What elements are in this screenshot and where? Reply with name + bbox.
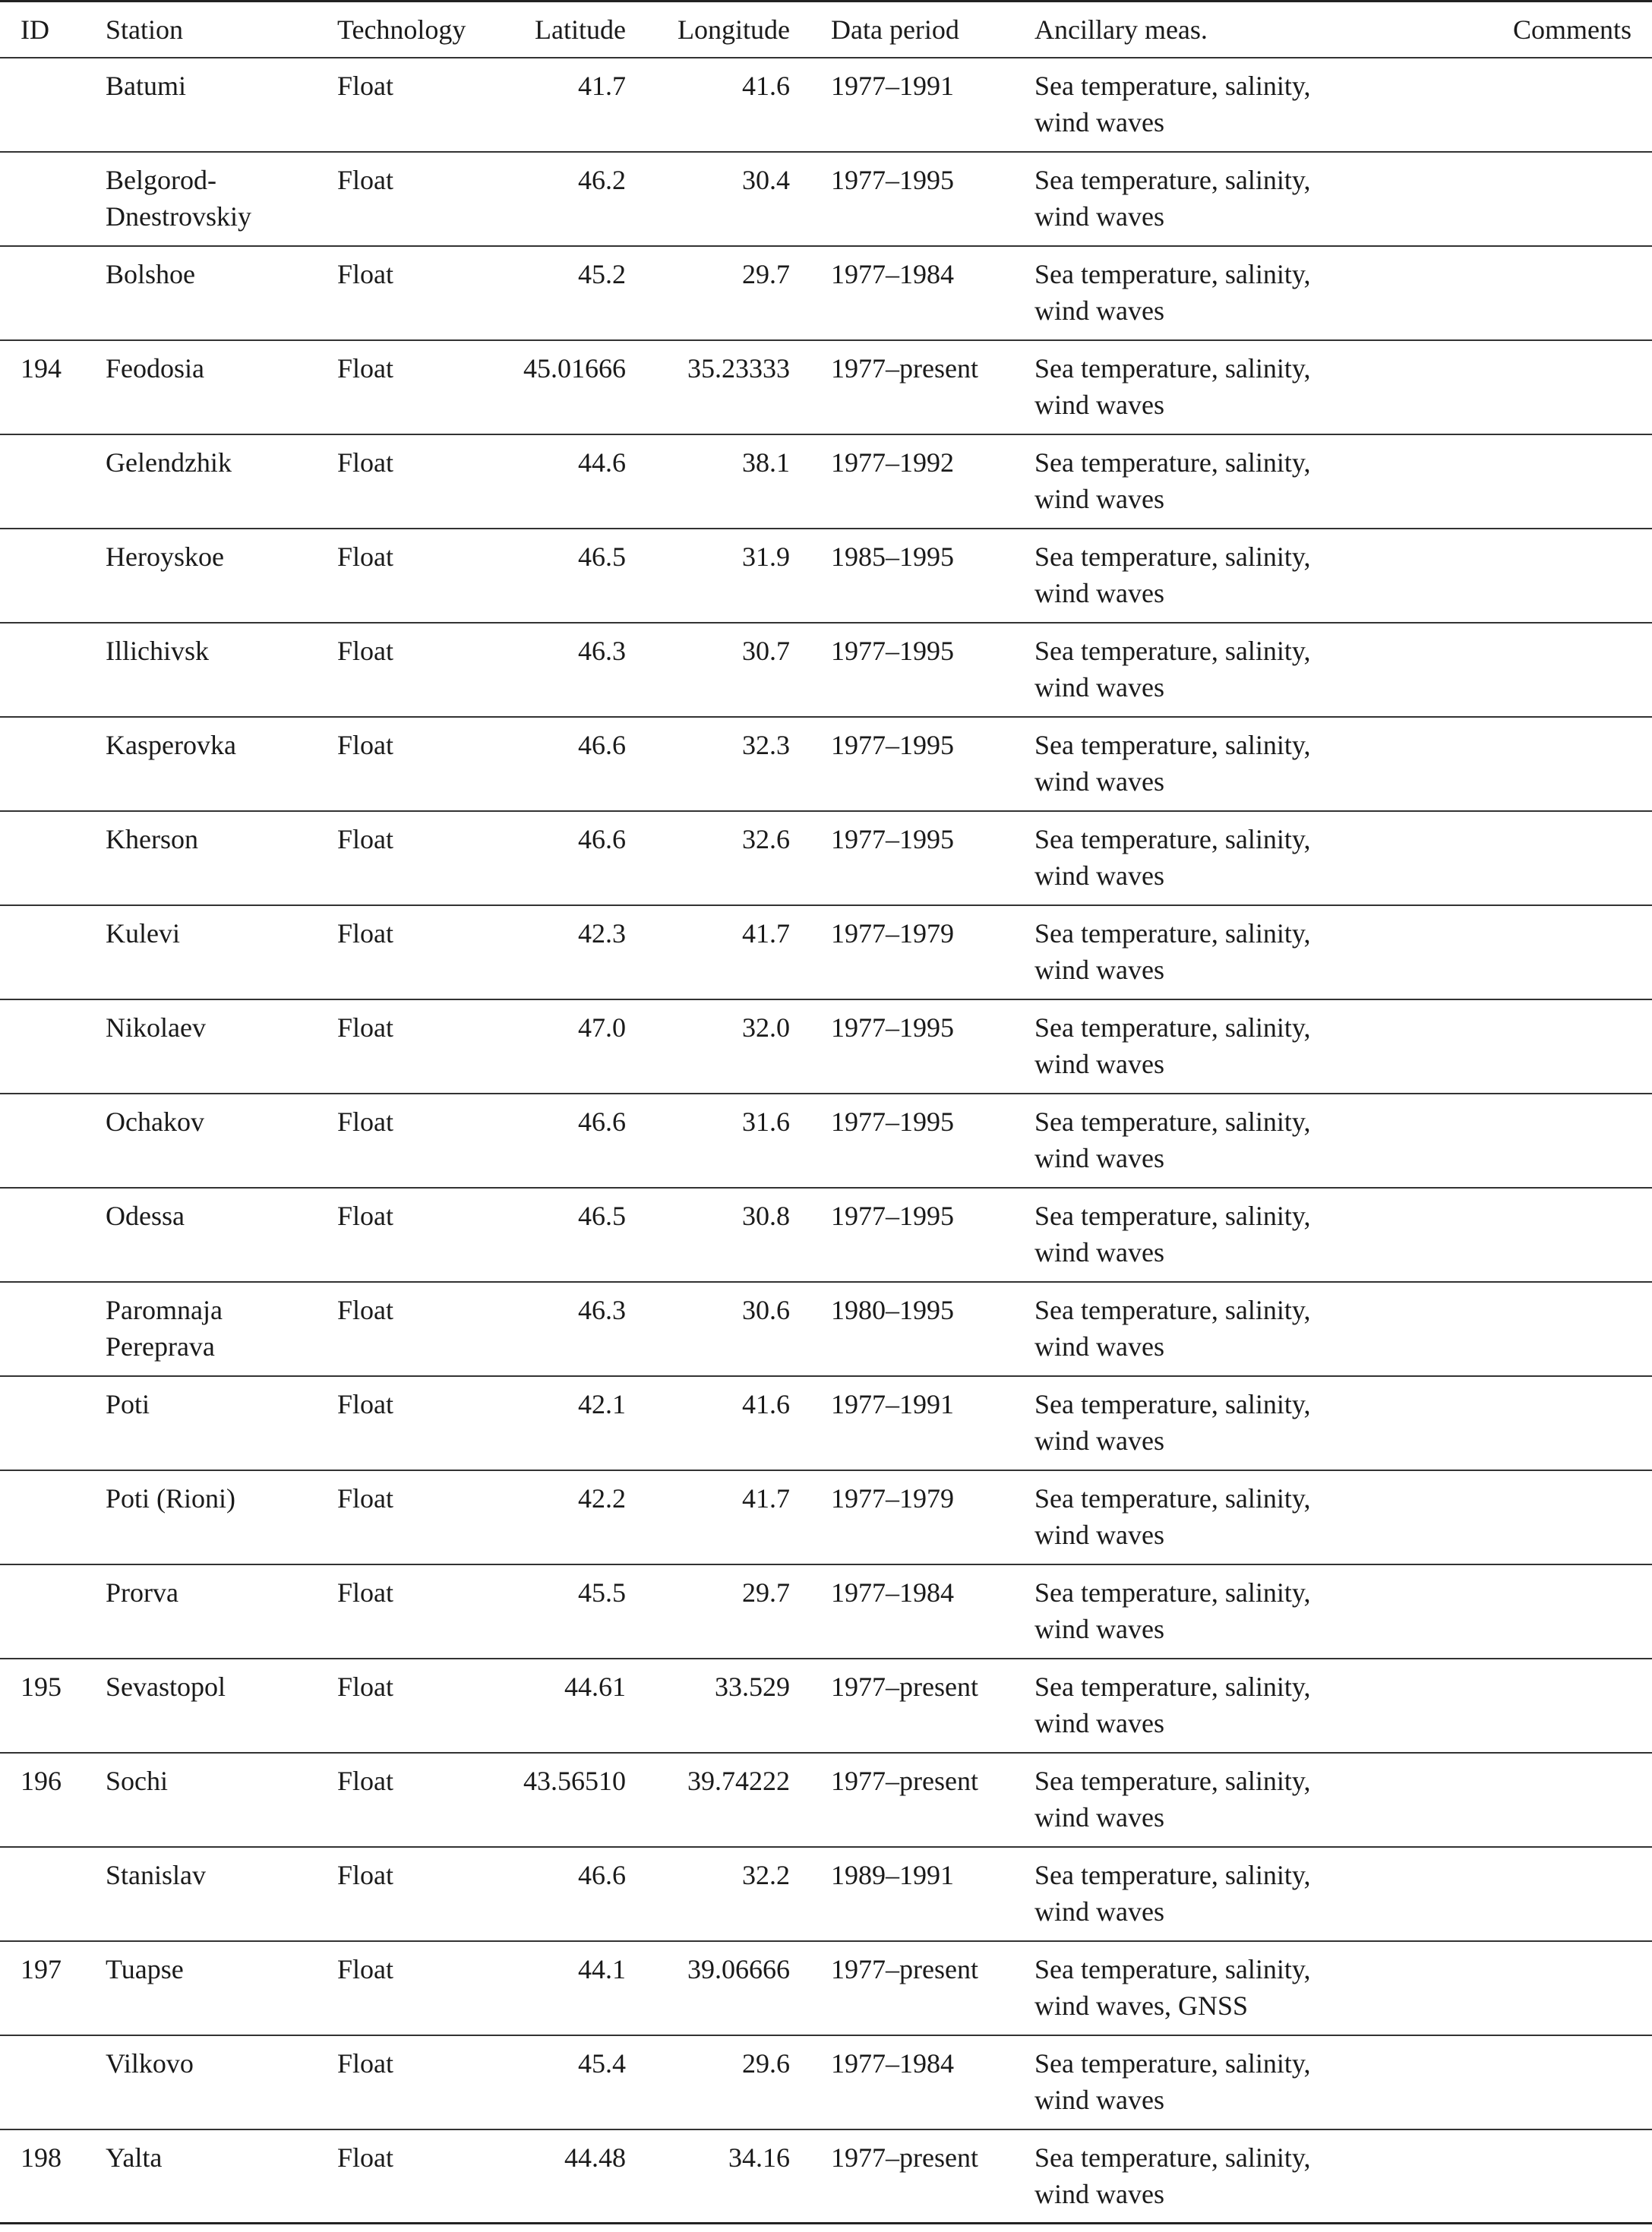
cell-latitude: 45.5 bbox=[578, 1577, 626, 1608]
column-header-longitude: Longitude bbox=[678, 14, 790, 45]
cell-longitude: 41.7 bbox=[742, 917, 790, 949]
cell-station bbox=[106, 717, 337, 811]
cell-station-text: Gelendzhik bbox=[106, 447, 232, 478]
cell-ancillary-text: Sea temperature, salinity, wind waves bbox=[1034, 1106, 1311, 1173]
cell-technology: Float bbox=[337, 447, 394, 478]
cell-comments bbox=[1406, 1094, 1652, 1188]
cell-id bbox=[0, 2035, 106, 2129]
cell-id: 196 bbox=[21, 1765, 62, 1796]
cell-data-period: 1977–1979 bbox=[831, 917, 954, 949]
cell-station bbox=[106, 1847, 337, 1941]
cell-station bbox=[106, 1941, 337, 2035]
cell-data-period: 1977–1991 bbox=[831, 1388, 954, 1419]
cell-longitude: 33.529 bbox=[715, 1671, 790, 1702]
cell-longitude: 30.6 bbox=[742, 1294, 790, 1325]
cell-id bbox=[0, 717, 106, 811]
column-header-ancillary: Ancillary meas. bbox=[1034, 14, 1208, 45]
cell-comments bbox=[1406, 1376, 1652, 1470]
cell-ancillary-text: Sea temperature, salinity, wind waves bbox=[1034, 1482, 1311, 1550]
cell-comments bbox=[1406, 152, 1652, 246]
table-row bbox=[0, 999, 1652, 1094]
cell-id bbox=[0, 529, 106, 623]
cell-comments bbox=[1406, 2035, 1652, 2129]
cell-longitude: 39.74222 bbox=[687, 1765, 790, 1796]
table-row bbox=[0, 58, 1652, 152]
cell-comments bbox=[1406, 1470, 1652, 1564]
cell-data-period: 1977–1995 bbox=[831, 1012, 954, 1043]
cell-data-period: 1977–1984 bbox=[831, 1577, 954, 1608]
table-row bbox=[0, 434, 1652, 529]
cell-ancillary bbox=[1034, 1564, 1406, 1659]
cell-longitude: 32.2 bbox=[742, 1859, 790, 1890]
cell-station-text: Batumi bbox=[106, 70, 186, 101]
cell-data-period: 1977–present bbox=[831, 1671, 978, 1702]
cell-ancillary bbox=[1034, 1941, 1406, 2035]
cell-comments bbox=[1406, 2129, 1652, 2224]
cell-latitude: 41.7 bbox=[578, 70, 626, 101]
cell-station bbox=[106, 529, 337, 623]
cell-station-text: Illichivsk bbox=[106, 635, 209, 666]
cell-technology: Float bbox=[337, 823, 394, 854]
cell-id: 197 bbox=[21, 1953, 62, 1984]
cell-data-period: 1977–1979 bbox=[831, 1482, 954, 1514]
cell-latitude: 46.6 bbox=[578, 1106, 626, 1137]
cell-station-text: Feodosia bbox=[106, 352, 204, 384]
cell-ancillary-text: Sea temperature, salinity, wind waves bbox=[1034, 541, 1311, 608]
cell-station-text: Bolshoe bbox=[106, 258, 196, 289]
cell-ancillary bbox=[1034, 1188, 1406, 1282]
cell-technology: Float bbox=[337, 2047, 394, 2079]
cell-station bbox=[106, 2035, 337, 2129]
cell-comments bbox=[1406, 529, 1652, 623]
cell-station bbox=[106, 623, 337, 717]
cell-id bbox=[0, 999, 106, 1094]
cell-comments bbox=[1406, 905, 1652, 999]
cell-technology: Float bbox=[337, 917, 394, 949]
column-header-id: ID bbox=[21, 14, 49, 45]
cell-latitude: 46.3 bbox=[578, 635, 626, 666]
cell-comments bbox=[1406, 340, 1652, 434]
cell-ancillary bbox=[1034, 529, 1406, 623]
cell-station bbox=[106, 2129, 337, 2224]
cell-station-text: Poti (Rioni) bbox=[106, 1482, 236, 1514]
cell-ancillary bbox=[1034, 999, 1406, 1094]
cell-station-text: Ochakov bbox=[106, 1106, 204, 1137]
table-body bbox=[0, 58, 1652, 2224]
column-header-station: Station bbox=[106, 14, 184, 45]
cell-latitude: 42.2 bbox=[578, 1482, 626, 1514]
cell-data-period: 1977–1984 bbox=[831, 258, 954, 289]
cell-ancillary-text: Sea temperature, salinity, wind waves bbox=[1034, 1859, 1311, 1927]
table-row bbox=[0, 1094, 1652, 1188]
cell-comments bbox=[1406, 58, 1652, 152]
cell-technology: Float bbox=[337, 729, 394, 760]
cell-longitude: 39.06666 bbox=[687, 1953, 790, 1984]
cell-data-period: 1977–present bbox=[831, 2142, 978, 2173]
cell-ancillary bbox=[1034, 246, 1406, 340]
cell-station bbox=[106, 1376, 337, 1470]
cell-ancillary-text: Sea temperature, salinity, wind waves bbox=[1034, 352, 1311, 420]
cell-comments bbox=[1406, 717, 1652, 811]
cell-technology: Float bbox=[337, 1482, 394, 1514]
cell-longitude: 32.0 bbox=[742, 1012, 790, 1043]
cell-data-period: 1977–1984 bbox=[831, 2047, 954, 2079]
table-row bbox=[0, 2035, 1652, 2129]
cell-data-period: 1989–1991 bbox=[831, 1859, 954, 1890]
cell-ancillary-text: Sea temperature, salinity, wind waves bbox=[1034, 1388, 1311, 1456]
cell-latitude: 46.6 bbox=[578, 823, 626, 854]
table-row bbox=[0, 1941, 1652, 2035]
cell-longitude: 31.9 bbox=[742, 541, 790, 572]
cell-id: 198 bbox=[21, 2142, 62, 2173]
cell-ancillary-text: Sea temperature, salinity, wind waves, GNSS bbox=[1034, 1953, 1311, 2021]
cell-longitude: 41.7 bbox=[742, 1482, 790, 1514]
cell-longitude: 41.6 bbox=[742, 1388, 790, 1419]
cell-id bbox=[0, 1470, 106, 1564]
cell-ancillary-text: Sea temperature, salinity, wind waves bbox=[1034, 1012, 1311, 1079]
cell-station-text: Tuapse bbox=[106, 1953, 184, 1984]
cell-id bbox=[0, 623, 106, 717]
cell-ancillary-text: Sea temperature, salinity, wind waves bbox=[1034, 1200, 1311, 1268]
cell-latitude: 47.0 bbox=[578, 1012, 626, 1043]
table-row bbox=[0, 905, 1652, 999]
cell-ancillary-text: Sea temperature, salinity, wind waves bbox=[1034, 258, 1311, 326]
cell-data-period: 1980–1995 bbox=[831, 1294, 954, 1325]
cell-technology: Float bbox=[337, 1294, 394, 1325]
cell-ancillary bbox=[1034, 1094, 1406, 1188]
cell-data-period: 1977–present bbox=[831, 1953, 978, 1984]
cell-latitude: 42.3 bbox=[578, 917, 626, 949]
cell-ancillary bbox=[1034, 58, 1406, 152]
cell-latitude: 46.5 bbox=[578, 541, 626, 572]
cell-latitude: 46.6 bbox=[578, 729, 626, 760]
cell-ancillary bbox=[1034, 340, 1406, 434]
cell-latitude: 44.1 bbox=[578, 1953, 626, 1984]
cell-technology: Float bbox=[337, 1859, 394, 1890]
cell-id bbox=[0, 1847, 106, 1941]
cell-ancillary bbox=[1034, 1470, 1406, 1564]
cell-ancillary-text: Sea temperature, salinity, wind waves bbox=[1034, 1294, 1311, 1362]
table-row bbox=[0, 1564, 1652, 1659]
cell-station bbox=[106, 811, 337, 905]
cell-station bbox=[106, 1282, 337, 1376]
cell-data-period: 1977–1991 bbox=[831, 70, 954, 101]
cell-ancillary bbox=[1034, 434, 1406, 529]
column-header-comments: Comments bbox=[1512, 14, 1631, 45]
column-header-technology: Technology bbox=[337, 14, 466, 45]
cell-longitude: 30.8 bbox=[742, 1200, 790, 1231]
column-header-data-period: Data period bbox=[831, 14, 959, 45]
cell-longitude: 31.6 bbox=[742, 1106, 790, 1137]
cell-longitude: 34.16 bbox=[728, 2142, 790, 2173]
cell-id bbox=[0, 152, 106, 246]
cell-latitude: 45.01666 bbox=[523, 352, 626, 384]
cell-station-text: Kherson bbox=[106, 823, 198, 854]
cell-latitude: 46.3 bbox=[578, 1294, 626, 1325]
cell-station bbox=[106, 246, 337, 340]
cell-technology: Float bbox=[337, 70, 394, 101]
cell-longitude: 30.7 bbox=[742, 635, 790, 666]
cell-station-text: Belgorod-Dnestrovskiy bbox=[106, 164, 251, 232]
cell-comments bbox=[1406, 1564, 1652, 1659]
cell-id bbox=[0, 811, 106, 905]
cell-data-period: 1977–present bbox=[831, 352, 978, 384]
cell-id bbox=[0, 905, 106, 999]
cell-id bbox=[0, 1564, 106, 1659]
cell-technology: Float bbox=[337, 352, 394, 384]
cell-station bbox=[106, 1659, 337, 1753]
cell-id: 195 bbox=[21, 1671, 62, 1702]
cell-data-period: 1977–1992 bbox=[831, 447, 954, 478]
cell-data-period: 1985–1995 bbox=[831, 541, 954, 572]
table-row bbox=[0, 1753, 1652, 1847]
cell-station-text: Poti bbox=[106, 1388, 150, 1419]
cell-id: 194 bbox=[21, 352, 62, 384]
cell-station bbox=[106, 340, 337, 434]
cell-latitude: 44.6 bbox=[578, 447, 626, 478]
table-row bbox=[0, 1376, 1652, 1470]
cell-ancillary bbox=[1034, 1847, 1406, 1941]
cell-station bbox=[106, 1564, 337, 1659]
table-row bbox=[0, 529, 1652, 623]
cell-id bbox=[0, 246, 106, 340]
cell-station-text: Yalta bbox=[106, 2142, 163, 2173]
cell-longitude: 29.6 bbox=[742, 2047, 790, 2079]
table-header bbox=[0, 2, 1652, 58]
header-row bbox=[0, 2, 1652, 58]
cell-data-period: 1977–present bbox=[831, 1765, 978, 1796]
cell-ancillary-text: Sea temperature, salinity, wind waves bbox=[1034, 2142, 1311, 2209]
cell-station bbox=[106, 1470, 337, 1564]
cell-technology: Float bbox=[337, 1200, 394, 1231]
cell-longitude: 38.1 bbox=[742, 447, 790, 478]
cell-ancillary bbox=[1034, 1659, 1406, 1753]
cell-station-text: Odessa bbox=[106, 1200, 185, 1231]
cell-station-text: Vilkovo bbox=[106, 2047, 194, 2079]
table-row bbox=[0, 717, 1652, 811]
cell-station-text: Prorva bbox=[106, 1577, 178, 1608]
cell-ancillary bbox=[1034, 811, 1406, 905]
cell-ancillary-text: Sea temperature, salinity, wind waves bbox=[1034, 729, 1311, 797]
cell-ancillary bbox=[1034, 1753, 1406, 1847]
cell-comments bbox=[1406, 246, 1652, 340]
cell-latitude: 43.56510 bbox=[523, 1765, 626, 1796]
cell-technology: Float bbox=[337, 1106, 394, 1137]
cell-technology: Float bbox=[337, 1953, 394, 1984]
cell-station bbox=[106, 152, 337, 246]
cell-id bbox=[0, 1376, 106, 1470]
cell-ancillary-text: Sea temperature, salinity, wind waves bbox=[1034, 823, 1311, 891]
table-row bbox=[0, 2129, 1652, 2224]
cell-ancillary-text: Sea temperature, salinity, wind waves bbox=[1034, 1765, 1311, 1833]
cell-ancillary bbox=[1034, 905, 1406, 999]
cell-comments bbox=[1406, 1753, 1652, 1847]
cell-latitude: 42.1 bbox=[578, 1388, 626, 1419]
cell-data-period: 1977–1995 bbox=[831, 164, 954, 195]
cell-station bbox=[106, 999, 337, 1094]
cell-latitude: 46.6 bbox=[578, 1859, 626, 1890]
cell-latitude: 45.2 bbox=[578, 258, 626, 289]
cell-technology: Float bbox=[337, 164, 394, 195]
table-row bbox=[0, 1470, 1652, 1564]
cell-comments bbox=[1406, 1659, 1652, 1753]
table-row bbox=[0, 623, 1652, 717]
cell-comments bbox=[1406, 811, 1652, 905]
cell-station-text: Sevastopol bbox=[106, 1671, 226, 1702]
cell-ancillary bbox=[1034, 2035, 1406, 2129]
cell-longitude: 35.23333 bbox=[687, 352, 790, 384]
cell-ancillary-text: Sea temperature, salinity, wind waves bbox=[1034, 2047, 1311, 2115]
cell-station-text: Paromnaja Pereprava bbox=[106, 1294, 223, 1362]
cell-technology: Float bbox=[337, 1388, 394, 1419]
table-row bbox=[0, 1188, 1652, 1282]
cell-ancillary-text: Sea temperature, salinity, wind waves bbox=[1034, 1577, 1311, 1644]
cell-data-period: 1977–1995 bbox=[831, 729, 954, 760]
cell-station-text: Sochi bbox=[106, 1765, 169, 1796]
cell-technology: Float bbox=[337, 1765, 394, 1796]
cell-station-text: Kulevi bbox=[106, 917, 180, 949]
cell-id bbox=[0, 1282, 106, 1376]
cell-longitude: 29.7 bbox=[742, 258, 790, 289]
cell-comments bbox=[1406, 1847, 1652, 1941]
table-row bbox=[0, 811, 1652, 905]
cell-ancillary-text: Sea temperature, salinity, wind waves bbox=[1034, 447, 1311, 514]
cell-technology: Float bbox=[337, 2142, 394, 2173]
cell-longitude: 29.7 bbox=[742, 1577, 790, 1608]
cell-id bbox=[0, 1094, 106, 1188]
cell-station-text: Nikolaev bbox=[106, 1012, 206, 1043]
cell-station bbox=[106, 434, 337, 529]
cell-station-text: Kasperovka bbox=[106, 729, 236, 760]
cell-data-period: 1977–1995 bbox=[831, 1200, 954, 1231]
cell-station bbox=[106, 1094, 337, 1188]
cell-data-period: 1977–1995 bbox=[831, 823, 954, 854]
cell-ancillary bbox=[1034, 717, 1406, 811]
table-row bbox=[0, 1847, 1652, 1941]
cell-longitude: 30.4 bbox=[742, 164, 790, 195]
cell-id bbox=[0, 434, 106, 529]
cell-technology: Float bbox=[337, 635, 394, 666]
cell-comments bbox=[1406, 434, 1652, 529]
cell-longitude: 32.6 bbox=[742, 823, 790, 854]
cell-ancillary-text: Sea temperature, salinity, wind waves bbox=[1034, 1671, 1311, 1738]
cell-station bbox=[106, 1753, 337, 1847]
table-row bbox=[0, 152, 1652, 246]
cell-data-period: 1977–1995 bbox=[831, 1106, 954, 1137]
cell-ancillary bbox=[1034, 2129, 1406, 2224]
cell-latitude: 46.2 bbox=[578, 164, 626, 195]
cell-latitude: 45.4 bbox=[578, 2047, 626, 2079]
cell-longitude: 41.6 bbox=[742, 70, 790, 101]
cell-ancillary bbox=[1034, 623, 1406, 717]
cell-technology: Float bbox=[337, 1671, 394, 1702]
cell-comments bbox=[1406, 1282, 1652, 1376]
cell-latitude: 46.5 bbox=[578, 1200, 626, 1231]
cell-station bbox=[106, 1188, 337, 1282]
cell-id bbox=[0, 58, 106, 152]
cell-technology: Float bbox=[337, 258, 394, 289]
table-row bbox=[0, 1659, 1652, 1753]
cell-comments bbox=[1406, 1941, 1652, 2035]
cell-station-text: Heroyskoe bbox=[106, 541, 224, 572]
cell-station bbox=[106, 58, 337, 152]
cell-ancillary-text: Sea temperature, salinity, wind waves bbox=[1034, 164, 1311, 232]
cell-ancillary-text: Sea temperature, salinity, wind waves bbox=[1034, 917, 1311, 985]
cell-longitude: 32.3 bbox=[742, 729, 790, 760]
cell-comments bbox=[1406, 999, 1652, 1094]
cell-latitude: 44.61 bbox=[564, 1671, 626, 1702]
cell-technology: Float bbox=[337, 1577, 394, 1608]
cell-ancillary bbox=[1034, 1282, 1406, 1376]
cell-technology: Float bbox=[337, 541, 394, 572]
cell-station-text: Stanislav bbox=[106, 1859, 206, 1890]
cell-ancillary-text: Sea temperature, salinity, wind waves bbox=[1034, 635, 1311, 702]
table-row bbox=[0, 246, 1652, 340]
cell-ancillary bbox=[1034, 152, 1406, 246]
cell-latitude: 44.48 bbox=[564, 2142, 626, 2173]
cell-comments bbox=[1406, 623, 1652, 717]
cell-data-period: 1977–1995 bbox=[831, 635, 954, 666]
cell-ancillary-text: Sea temperature, salinity, wind waves bbox=[1034, 70, 1311, 137]
cell-station bbox=[106, 905, 337, 999]
column-header-latitude: Latitude bbox=[535, 14, 626, 45]
cell-comments bbox=[1406, 1188, 1652, 1282]
cell-id bbox=[0, 1188, 106, 1282]
table-row bbox=[0, 1282, 1652, 1376]
table-row bbox=[0, 340, 1652, 434]
cell-technology: Float bbox=[337, 1012, 394, 1043]
cell-ancillary bbox=[1034, 1376, 1406, 1470]
